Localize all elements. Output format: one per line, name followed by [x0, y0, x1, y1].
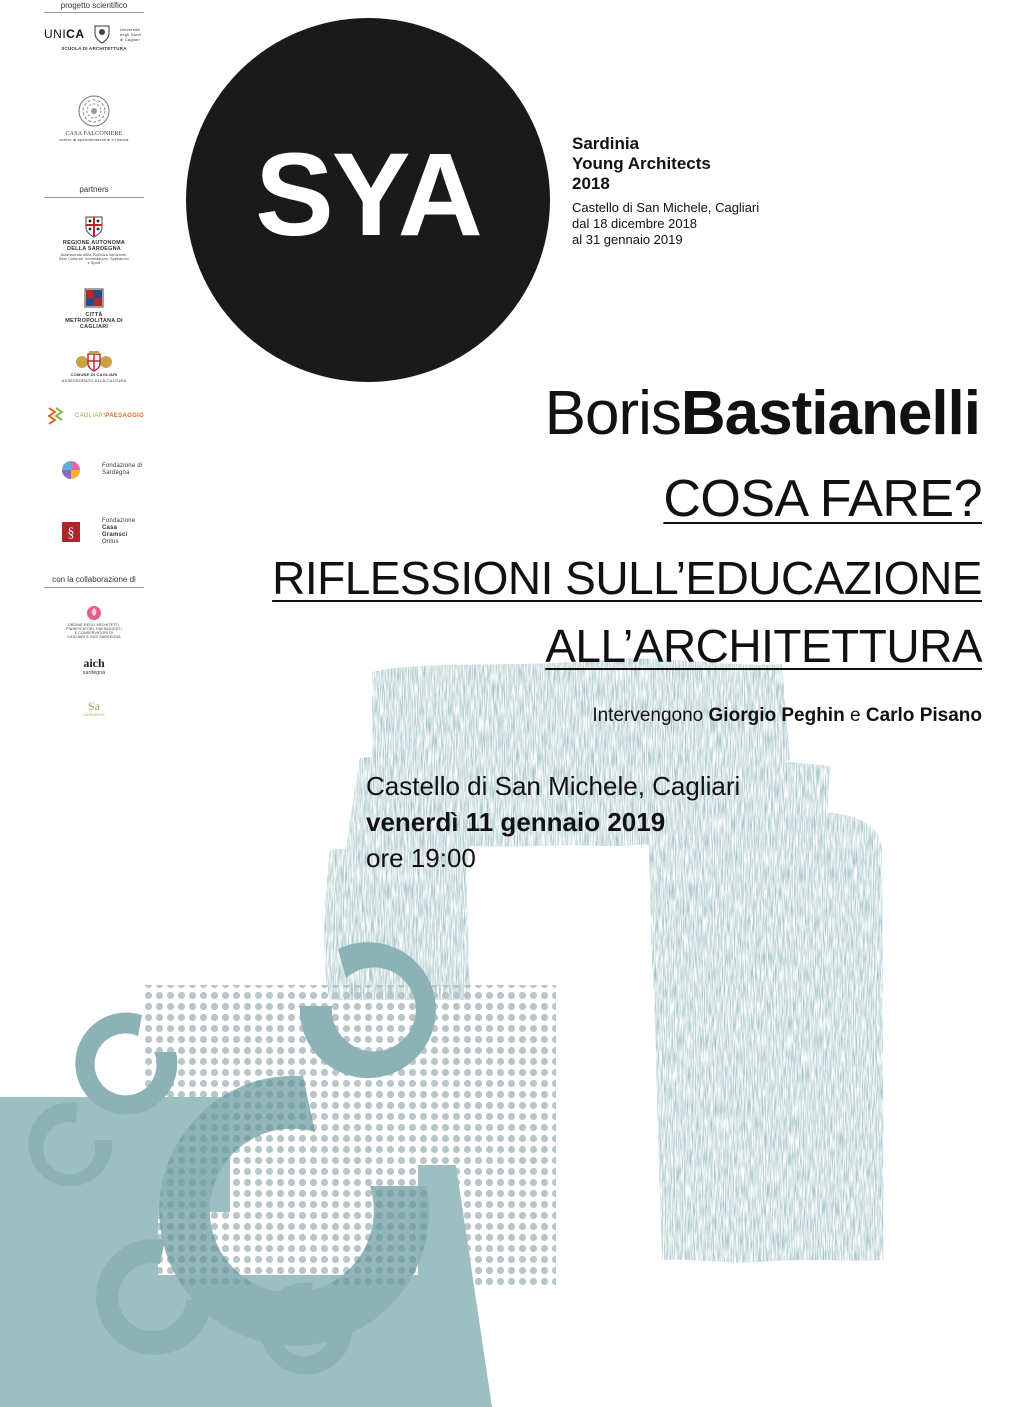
fondazione-sardegna-name: Fondazione di Sardegna: [102, 463, 143, 476]
coat-of-arms-icon: [74, 350, 114, 372]
speakers-joiner: e: [849, 705, 861, 726]
speaker-last-name: Bastianelli: [680, 379, 980, 448]
guest-speaker-a: Giorgio Peghin: [708, 705, 845, 726]
casa-gramsci-line3: Onlus: [102, 539, 119, 545]
logo-citta-metropolitana: [44, 288, 144, 330]
series-title-line: Sardinia: [572, 134, 640, 153]
series-date-to: al 31 gennaio 2019: [572, 232, 683, 247]
unica-name-pre: UNI: [44, 27, 67, 41]
comune-name: COMUNE DI CAGLIARI: [70, 372, 118, 377]
divider: [44, 12, 144, 13]
casa-gramsci-line2: Casa Gramsci: [102, 525, 128, 538]
city-crest-icon: [84, 288, 104, 308]
speaker-name: [545, 376, 980, 452]
event-time: ore 19:00: [366, 843, 476, 873]
aiap-mark: aich: [83, 656, 105, 670]
sya-logo-circle: [186, 18, 550, 382]
speakers-prefix: Intervengono: [592, 705, 704, 726]
logo-aiap-sardegna: [44, 656, 144, 676]
sidebar-label-collaboration: con la collaborazione di: [52, 575, 136, 584]
divider: [44, 197, 144, 198]
talk-title-line-3: ALL’ARCHITETTURA: [545, 620, 982, 672]
series-date-from: dal 18 dicembre 2018: [572, 216, 698, 231]
logo-cagliari-paesaggio: [44, 406, 144, 426]
event-details: [366, 768, 740, 876]
unica-name-bold: CA: [66, 27, 85, 41]
logo-casa-falconiere: [44, 94, 144, 143]
ordine-name: ORDINE DEGLI ARCHITETTI, PIANIFICATORI, PAESAGGISTI E CONSERVATORI DI CAGLIARI E SUD SARDEGNA: [66, 623, 122, 639]
logo-ordine-architetti: [44, 605, 144, 639]
event-series-info: [572, 134, 759, 248]
sya-logo-text: SYA: [255, 129, 481, 261]
logo-casa-gramsci: [44, 518, 144, 546]
logo-unica: [44, 24, 144, 52]
citta-metropolitana-name: CITTÀ METROPOLITANA DI CAGLIARI: [65, 312, 123, 330]
talk-title-line-2: RIFLESSIONI SULL’EDUCAZIONE: [272, 552, 982, 604]
casa-falconiere-desc: centro di sperimentazione e ricerca: [59, 137, 129, 142]
guest-speakers: [592, 704, 982, 728]
guest-speaker-b: Carlo Pisano: [865, 705, 982, 726]
divider: [44, 587, 144, 588]
event-date: venerdì 11 gennaio 2019: [366, 807, 666, 837]
casa-falconiere-name: CASA FALCONIERE: [65, 131, 123, 137]
unica-desc: Università degli Studi di Cagliari: [119, 26, 141, 42]
cagliari-paesaggio-pre: CAGLIARI: [74, 413, 106, 419]
series-title-line: 2018: [572, 174, 610, 193]
four-moors-crest-icon: [85, 216, 103, 238]
rose-icon: [86, 605, 102, 621]
series-venue: Castello di San Michele, Cagliari: [572, 200, 760, 215]
talk-title-line-1: COSA FARE?: [663, 470, 982, 528]
sidebar-label-scientific: progetto scientifico: [60, 1, 128, 10]
section-mark-icon: [62, 522, 80, 542]
zigzag-icon: [46, 406, 68, 426]
regione-name: REGIONE AUTONOMA DELLA SARDEGNA: [62, 240, 126, 252]
cagliari-paesaggio-post: PAESAGGIO: [105, 413, 144, 419]
casa-gramsci-line1: Fondazione: [102, 518, 136, 524]
logo-regione-sardegna: [44, 216, 144, 265]
maze-seal-icon: [77, 94, 111, 128]
sardarch-name: SARDARCH: [83, 713, 105, 717]
series-title-line: Young Architects: [572, 154, 711, 173]
regione-desc: Assessorato della Pubblica Istruzione, Beni Culturali, Informazione, Spettacolo e Sport: [59, 253, 129, 265]
crest-icon: [93, 24, 111, 44]
unica-school: SCUOLA DI ARCHITETTURA: [61, 46, 127, 51]
logo-sardarch: [44, 700, 144, 718]
comune-desc: ASSESSORATO ALLA CULTURA: [61, 378, 127, 383]
logo-comune-cagliari: [44, 350, 144, 384]
aiap-name: sardegna: [82, 670, 106, 676]
logo-fondazione-sardegna: [44, 460, 144, 480]
sardarch-mark: Sa: [88, 699, 100, 713]
sidebar-label-partners: partners: [79, 185, 109, 194]
event-venue: Castello di San Michele, Cagliari: [366, 771, 741, 801]
pie-flower-icon: [61, 460, 81, 480]
speaker-first-name: Boris: [544, 379, 681, 448]
svg-text:§: §: [67, 526, 75, 541]
